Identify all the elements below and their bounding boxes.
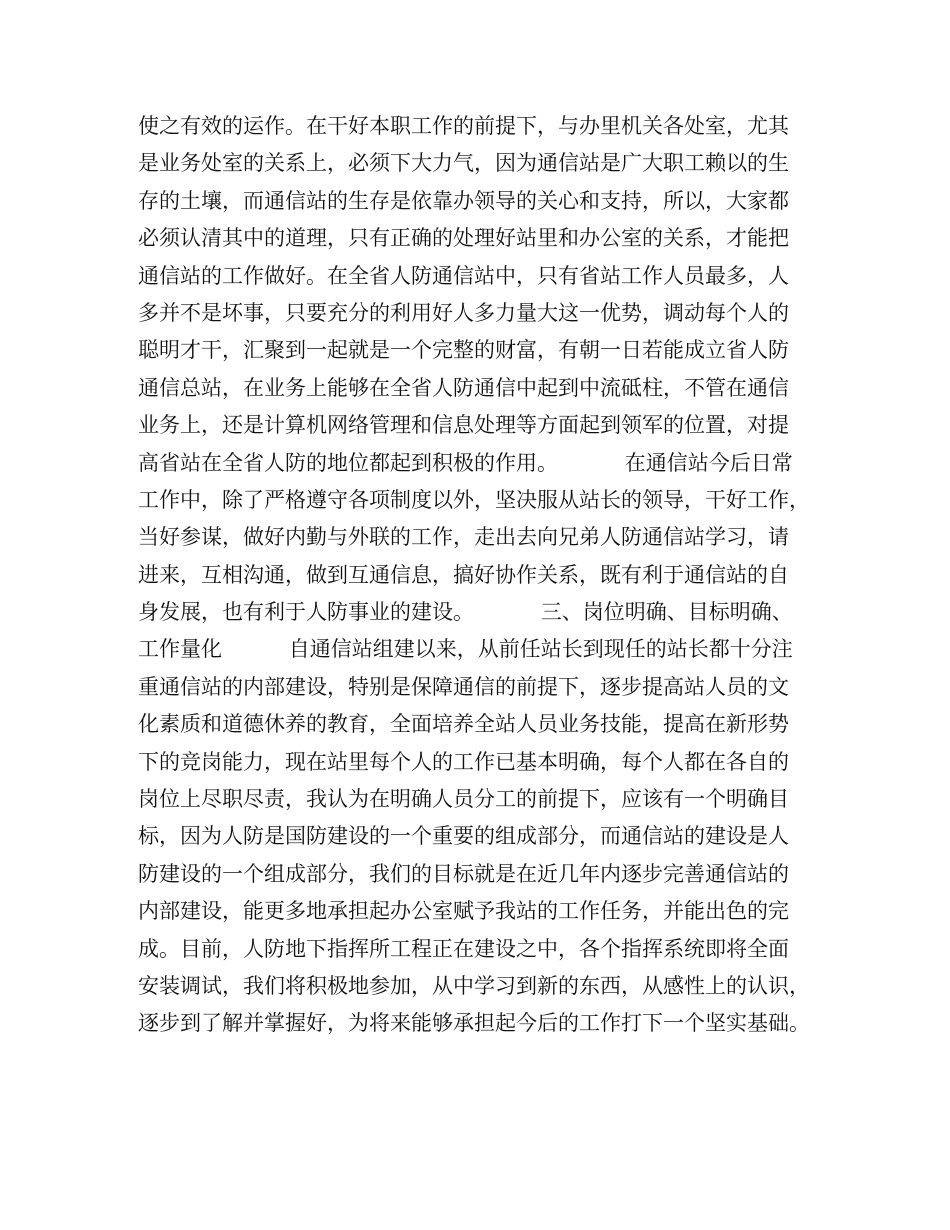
text-line: 必须认清其中的道理，只有正确的处理好站里和办公室的关系，才能把	[138, 226, 789, 251]
text-line: 聪明才干，汇聚到一起就是一个完整的财富，有朝一日若能成立省人防	[138, 338, 789, 363]
text-line: 工作中，除了严格遵守各项制度以外，坚决服从站长的领导，干好工作，	[138, 487, 810, 512]
text-line: 使之有效的运作。在干好本职工作的前提下，与办里机关各处室，尤其	[138, 114, 789, 138]
text-line: 进来，互相沟通，做到互通信息，搞好协作关系，既有利于通信站的自	[138, 562, 789, 587]
text-line: 重通信站的内部建设，特别是保障通信的前提下，逐步提高站人员的文	[138, 674, 789, 699]
text-line: 内部建设，能更多地承担起办公室赋予我站的工作任务，并能出色的完	[138, 899, 789, 924]
text-line: 标，因为人防是国防建设的一个重要的组成部分，而通信站的建设是人	[138, 824, 789, 849]
text-line: 工作量化 自通信站组建以来，从前任站长到现任的站长都十分注	[138, 637, 793, 662]
text-line: 多并不是坏事，只要充分的利用好人多力量大这一优势，调动每个人的	[138, 300, 789, 325]
text-line: 逐步到了解并掌握好，为将来能够承担起今后的工作打下一个坚实基础。	[138, 1011, 810, 1036]
text-line: 通信总站，在业务上能够在全省人防通信中起到中流砥柱，不管在通信	[138, 375, 789, 400]
text-line: 高省站在全省人防的地位都起到积极的作用。 在通信站今后日常	[138, 450, 793, 475]
text-line: 成。目前，人防地下指挥所工程正在建设之中，各个指挥系统即将全面	[138, 936, 789, 961]
text-line: 岗位上尽职尽责，我认为在明确人员分工的前提下，应该有一个明确目	[138, 787, 789, 812]
text-line: 防建设的一个组成部分，我们的目标就是在近几年内逐步完善通信站的	[138, 861, 789, 886]
text-line: 下的竞岗能力，现在站里每个人的工作已基本明确，每个人都在各自的	[138, 749, 789, 774]
text-line: 是业务处室的关系上，必须下大力气，因为通信站是广大职工赖以的生	[138, 151, 789, 176]
text-line: 化素质和道德休养的教育，全面培养全站人员业务技能，提高在新形势	[138, 712, 789, 737]
text-line: 通信站的工作做好。在全省人防通信站中，只有省站工作人员最多，人	[138, 263, 789, 288]
text-line: 身发展，也有利于人防事业的建设。 三、岗位明确、目标明确、	[138, 600, 793, 625]
text-line: 当好参谋，做好内勤与外联的工作，走出去向兄弟人防通信站学习，请	[138, 525, 789, 550]
text-line: 业务上，还是计算机网络管理和信息处理等方面起到领军的位置，对提	[138, 413, 789, 438]
body-text	[138, 108, 838, 1043]
text-line: 安装调试，我们将积极地参加，从中学习到新的东西，从感性上的认识，	[138, 973, 810, 998]
text-line: 存的土壤，而通信站的生存是依靠办领导的关心和支持，所以，大家都	[138, 188, 789, 213]
